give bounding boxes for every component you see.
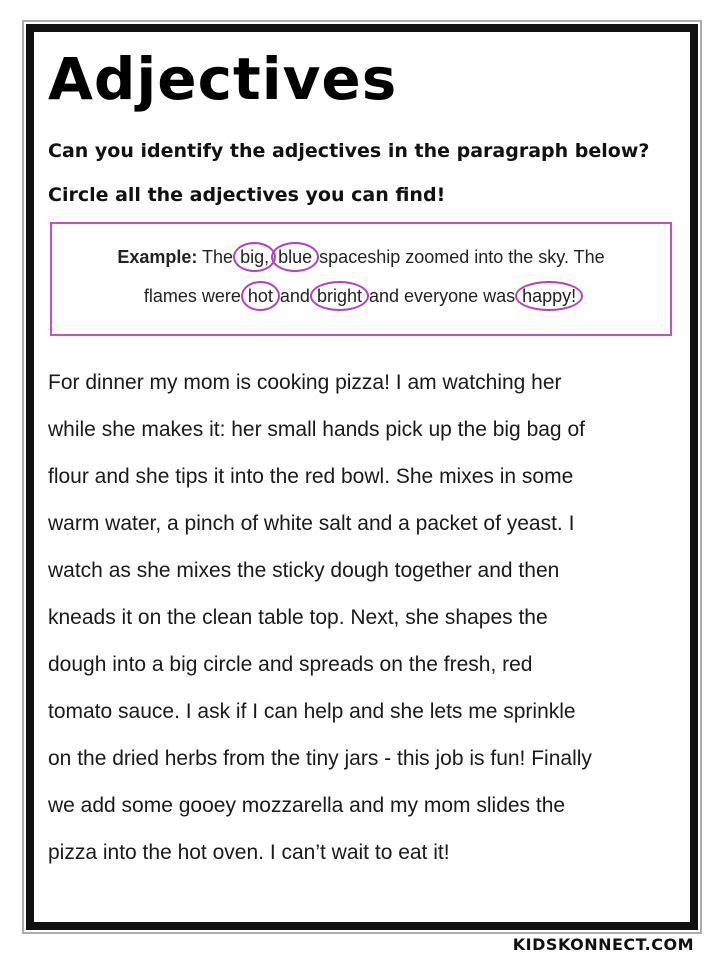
example-line-1 bbox=[52, 248, 670, 266]
paragraph-line: while she makes it: her small hands pick up the big bag of bbox=[48, 418, 585, 441]
instruction-question: Can you identify the adjectives in the paragraph below? bbox=[48, 140, 650, 162]
circled-adjective: bright bbox=[316, 286, 362, 306]
paragraph-line: pizza into the hot oven. I can’t wait to eat it! bbox=[48, 841, 450, 864]
example-text: and bbox=[279, 286, 310, 306]
paragraph-line: kneads it on the clean table top. Next, she shapes the bbox=[48, 606, 548, 629]
site-watermark: KIDSKONNECT.COM bbox=[512, 935, 694, 954]
circled-adjective: hot bbox=[247, 286, 273, 306]
paragraph-line: dough into a big circle and spreads on the fresh, red bbox=[48, 653, 533, 676]
paragraph-line: we add some gooey mozzarella and my mom slides the bbox=[48, 794, 566, 817]
paragraph-line: warm water, a pinch of white salt and a packet of yeast. I bbox=[48, 512, 575, 535]
story-paragraph bbox=[48, 370, 688, 887]
circled-adjective: big, bbox=[240, 247, 270, 267]
example-box bbox=[50, 222, 672, 336]
worksheet-title: Adjectives bbox=[48, 45, 398, 113]
example-label: Example: bbox=[117, 247, 198, 267]
example-text: The bbox=[197, 247, 234, 267]
example-text: spaceship zoomed into the sky. The bbox=[319, 247, 605, 267]
example-text: flames were bbox=[143, 286, 241, 306]
example-line-2 bbox=[52, 287, 670, 305]
instruction-task: Circle all the adjectives you can find! bbox=[48, 184, 446, 206]
circled-adjective: blue bbox=[278, 247, 313, 267]
paragraph-line: tomato sauce. I ask if I can help and she lets me sprinkle bbox=[48, 700, 576, 723]
example-text: and everyone was bbox=[369, 286, 516, 306]
paragraph-line: flour and she tips it into the red bowl. She mixes in some bbox=[48, 465, 574, 488]
paragraph-line: on the dried herbs from the tiny jars - this job is fun! Finally bbox=[48, 747, 592, 770]
paragraph-line: For dinner my mom is cooking pizza! I am watching her bbox=[48, 371, 562, 394]
circled-adjective: happy! bbox=[522, 286, 577, 306]
paragraph-line: watch as she mixes the sticky dough together and then bbox=[48, 559, 560, 582]
